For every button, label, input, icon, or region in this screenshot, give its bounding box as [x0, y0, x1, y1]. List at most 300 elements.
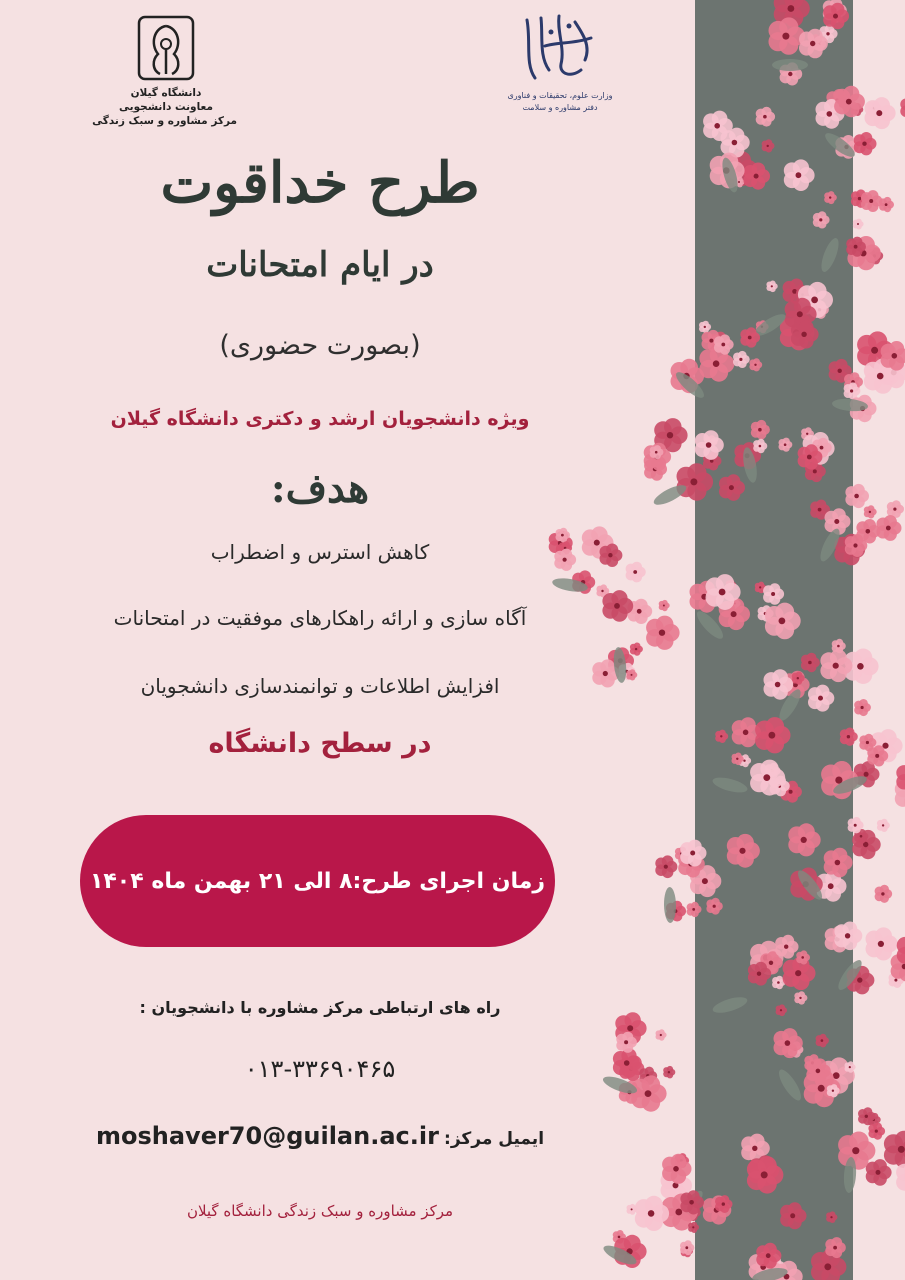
- blossom-petal: [850, 372, 860, 382]
- blossom-petal: [579, 570, 591, 582]
- blossom-center: [721, 343, 725, 347]
- goal-item: کاهش استرس و اضطراب: [210, 540, 430, 564]
- blossom-center: [824, 1263, 831, 1270]
- blossom-center: [853, 543, 857, 547]
- blossom-center: [857, 663, 864, 670]
- blossom-flower: [881, 341, 905, 371]
- blossom-petal: [688, 840, 702, 854]
- email-label: ایمیل مرکز:: [444, 1129, 545, 1149]
- blossom-center: [845, 933, 850, 938]
- blossom-petal: [667, 1066, 673, 1072]
- blossom-center: [769, 732, 776, 739]
- blossom-petal: [814, 1058, 827, 1071]
- blossom-petal: [750, 1134, 765, 1149]
- blossom-petal: [816, 500, 826, 510]
- blossom-petal: [880, 885, 889, 894]
- blossom-center: [801, 332, 806, 337]
- blossom-center: [732, 140, 738, 146]
- target-audience: ویژه دانشجویان ارشد و دکتری دانشگاه گیلان: [110, 408, 530, 430]
- blossom-petal: [600, 659, 614, 673]
- blossom-center: [838, 369, 842, 373]
- student-affairs-org-logo-icon: [521, 12, 599, 86]
- blossom-petal: [765, 139, 772, 146]
- phone-number: ۰۱۳-۳۳۶۹۰۴۶۵: [244, 1055, 396, 1083]
- blossom-flower: [868, 1123, 885, 1140]
- goal-item: آگاه سازی و ارائه راهکارهای موفقیت در امتحانات: [113, 606, 527, 630]
- blossom-center: [811, 297, 818, 304]
- blossom-center: [875, 1130, 878, 1133]
- blossom-center: [807, 455, 812, 460]
- blossom-petal: [852, 237, 862, 247]
- blossom-center: [878, 941, 884, 947]
- blossom-center: [731, 611, 737, 617]
- blossom-center: [818, 696, 823, 701]
- blossom-center: [818, 508, 822, 512]
- blossom-center: [849, 1066, 851, 1068]
- poster-title: طرح خداقوت: [160, 150, 480, 216]
- blossom-center: [876, 110, 882, 116]
- blossom-petal: [753, 358, 760, 365]
- blossom-petal: [617, 1230, 624, 1237]
- blossom-center: [796, 172, 802, 178]
- blossom-flower: [854, 132, 877, 155]
- blossom-petal: [794, 298, 811, 315]
- blossom-center: [690, 851, 695, 856]
- blossom-center: [702, 878, 708, 884]
- blossom-flower: [834, 922, 862, 951]
- blossom-flower: [840, 728, 858, 746]
- goal-item: افزایش اطلاعات و توانمندسازی دانشجویان: [140, 674, 500, 698]
- blossom-petal: [818, 438, 828, 448]
- blossom-center: [808, 661, 812, 665]
- blossom-center: [866, 529, 871, 534]
- blossom-petal: [720, 334, 730, 344]
- blossom-center: [801, 956, 804, 959]
- blossom-center: [618, 1236, 621, 1239]
- blossom-center: [706, 442, 712, 448]
- blossom-petal: [764, 1243, 777, 1256]
- blossom-center: [869, 511, 871, 513]
- blossom-flower: [884, 1131, 905, 1168]
- blossom-petal: [835, 359, 847, 371]
- blossom-petal: [735, 753, 741, 759]
- blossom-center: [757, 972, 761, 976]
- blossom-petal: [892, 500, 901, 509]
- blossom-flower: [861, 190, 882, 212]
- blossom-petal: [560, 528, 568, 536]
- blossom-petal: [738, 351, 747, 360]
- blossom-leaf: [772, 59, 808, 71]
- blossom-petal: [881, 819, 888, 826]
- blossom-center: [761, 1171, 768, 1178]
- blossom-petal: [852, 817, 860, 825]
- blossom-petal: [611, 590, 627, 606]
- blossom-center: [865, 1115, 868, 1118]
- blossom-petal: [889, 341, 904, 356]
- blossom-petal: [779, 17, 798, 36]
- blossom-center: [788, 5, 795, 12]
- logo-line-ministry: وزارت علوم، تحقیقات و فناوری: [507, 91, 613, 100]
- blossom-petal: [740, 717, 755, 732]
- blossom-center: [894, 979, 897, 982]
- blossom-petal: [845, 728, 854, 737]
- blossom-center: [738, 181, 740, 183]
- blossom-center: [777, 981, 780, 984]
- blossom-center: [633, 570, 637, 574]
- blossom-flower: [845, 484, 869, 508]
- blossom-petal: [716, 574, 734, 592]
- blossom-center: [898, 1146, 905, 1153]
- blossom-petal: [873, 745, 884, 756]
- blossom-petal: [770, 281, 776, 287]
- blossom-petal: [873, 1123, 882, 1132]
- blossom-center: [784, 945, 788, 949]
- blossom-petal: [761, 107, 771, 117]
- blossom-center: [837, 645, 840, 648]
- blossom-center: [635, 648, 637, 650]
- blossom-petal: [796, 672, 803, 679]
- blossom-center: [759, 586, 761, 588]
- blossom-petal: [727, 474, 741, 488]
- blossom-center: [833, 663, 839, 669]
- blossom-petal: [600, 584, 607, 591]
- scope-label: در سطح دانشگاه: [208, 728, 432, 759]
- blossom-center: [714, 123, 720, 129]
- blossom-flower: [853, 219, 864, 230]
- blossom-center: [779, 618, 786, 625]
- schedule-text: زمان اجرای طرح:۸ الی ۲۱ بهمن ماه ۱۴۰۴: [89, 868, 546, 894]
- blossom-center: [835, 860, 841, 866]
- blossom-flower: [900, 96, 905, 119]
- blossom-flower: [866, 1159, 892, 1186]
- blossom-center: [829, 196, 831, 198]
- logo-line-deputy: معاونت دانشجویی: [119, 101, 213, 113]
- blossom-center: [719, 589, 726, 596]
- blossom-center: [759, 445, 762, 448]
- blossom-center: [826, 32, 829, 35]
- blossom-center: [771, 285, 773, 287]
- blossom-center: [857, 223, 859, 225]
- blossom-leaf: [664, 887, 677, 923]
- blossom-petal: [758, 582, 764, 588]
- email-row: [0, 1122, 640, 1150]
- blossom-center: [771, 592, 775, 596]
- blossom-petal: [691, 1222, 697, 1228]
- blossom-center: [739, 848, 745, 854]
- blossom-center: [871, 347, 878, 354]
- blossom-petal: [775, 603, 794, 622]
- blossom-flower: [630, 643, 643, 656]
- blossom-petal: [852, 484, 864, 496]
- blossom-petal: [776, 976, 783, 983]
- schedule-banner: [80, 815, 555, 947]
- blossom-center: [847, 735, 850, 738]
- blossom-petal: [836, 639, 843, 646]
- blossom-center: [846, 99, 852, 105]
- blossom-center: [722, 1202, 725, 1205]
- blossom-center: [729, 485, 734, 490]
- blossom-center: [561, 534, 564, 537]
- blossom-center: [659, 630, 665, 636]
- blossom-petal: [703, 430, 718, 445]
- blossom-center: [833, 14, 838, 19]
- blossom-center: [655, 451, 658, 454]
- blossom-petal: [831, 1237, 842, 1248]
- blossom-petal: [854, 649, 872, 667]
- blossom-petal: [758, 1156, 777, 1175]
- blossom-petal: [860, 132, 872, 144]
- blossom-petal: [720, 1195, 729, 1204]
- blossom-petal: [873, 1159, 887, 1173]
- blossom-petal: [818, 211, 827, 220]
- blossom-petal: [719, 730, 726, 737]
- blossom-petal: [645, 1196, 663, 1214]
- blossom-petal: [831, 1084, 838, 1091]
- blossom-center: [854, 245, 858, 249]
- blossom-flower: [646, 616, 679, 650]
- blossom-center: [663, 605, 665, 607]
- university-logo: [92, 14, 237, 128]
- blossom-petal: [769, 583, 780, 594]
- blossom-petal: [711, 898, 720, 907]
- poster-subtitle: در ایام امتحانات: [206, 245, 434, 285]
- blossom-petal: [624, 1235, 641, 1252]
- blossom-petal: [805, 427, 812, 434]
- blossom-center: [828, 883, 834, 889]
- blossom-flower: [866, 927, 898, 960]
- blossom-center: [830, 1216, 832, 1218]
- blossom-petal: [755, 962, 767, 974]
- blossom-petal: [832, 761, 852, 781]
- blossom-center: [816, 1069, 821, 1074]
- blossom-petal: [832, 848, 847, 863]
- blossom-flower: [663, 1066, 675, 1079]
- blossom-center: [767, 145, 769, 147]
- attendance-mode: (بصورت حضوری): [219, 330, 421, 361]
- blossom-petal: [783, 438, 790, 445]
- blossom-center: [692, 1226, 694, 1228]
- blossom-petal: [843, 86, 859, 102]
- blossom-center: [709, 339, 713, 343]
- blossom-center: [713, 360, 720, 367]
- blossom-center: [780, 1009, 782, 1011]
- blossom-center: [739, 358, 742, 361]
- blossom-center: [692, 908, 695, 911]
- blossom-center: [754, 174, 759, 179]
- blossom-petal: [856, 219, 862, 225]
- blossom-petal: [793, 159, 809, 175]
- blossom-flower: [656, 1029, 667, 1040]
- blossom-flower: [659, 600, 670, 611]
- blossom-petal: [622, 1032, 633, 1043]
- blossom-center: [852, 1147, 859, 1154]
- blossom-petal: [874, 97, 890, 113]
- blossom-center: [827, 111, 833, 117]
- blossom-center: [673, 1166, 679, 1172]
- blossom-center: [788, 72, 792, 76]
- logo-line-center: مرکز مشاوره و سبک زندگی: [92, 115, 237, 127]
- blossom-center: [795, 970, 801, 976]
- email-address[interactable]: moshaver70@guilan.ac.ir: [95, 1122, 439, 1150]
- blossom-center: [821, 1039, 824, 1042]
- blossom-petal: [828, 191, 835, 198]
- blossom-petal: [659, 1029, 665, 1035]
- blossom-petal: [737, 834, 754, 851]
- blossom-center: [789, 790, 793, 794]
- blossom-petal: [645, 1067, 654, 1076]
- blossom-flower: [877, 819, 890, 832]
- blossom-center: [893, 508, 896, 511]
- blossom-center: [864, 772, 869, 777]
- blossom-center: [754, 364, 756, 366]
- blossom-center: [862, 142, 866, 146]
- blossom-petal: [863, 519, 876, 532]
- blossom-center: [866, 741, 869, 744]
- blossom-petal: [849, 382, 858, 391]
- logo-line-office: دفتر مشاوره و سلامت: [522, 103, 598, 112]
- contact-label: راه های ارتباطی مرکز مشاوره با دانشجویان :: [139, 998, 501, 1017]
- blossom-center: [660, 1034, 662, 1036]
- blossom-flower: [845, 1061, 856, 1073]
- blossom-flower: [875, 885, 893, 903]
- blossom-petal: [634, 643, 641, 650]
- blossom-flower: [854, 699, 871, 716]
- blossom-center: [869, 199, 873, 203]
- goal-heading: هدف:: [270, 465, 370, 512]
- logo-line-university: دانشگاه گیلان: [130, 87, 202, 99]
- blossom-flower: [896, 1161, 905, 1194]
- blossom-petal: [849, 1132, 869, 1152]
- blossom-petal: [766, 717, 785, 736]
- blossom-center: [664, 865, 668, 869]
- blossom-center: [875, 754, 879, 758]
- blossom-petal: [816, 685, 830, 699]
- blossom-petal: [798, 991, 805, 998]
- blossom-petal: [772, 669, 788, 685]
- blossom-center: [690, 478, 697, 485]
- blossom-center: [854, 824, 857, 827]
- blossom-center: [743, 760, 745, 762]
- blossom-center: [736, 758, 738, 760]
- blossom-center: [627, 1025, 633, 1031]
- blossom-petal: [779, 1004, 785, 1010]
- blossom-center: [892, 353, 898, 359]
- blossom-petal: [829, 1211, 835, 1217]
- blossom-petal: [751, 163, 765, 177]
- blossom-center: [624, 1040, 628, 1044]
- blossom-petal: [864, 734, 873, 743]
- blossom-center: [881, 892, 884, 895]
- blossom-center: [601, 590, 603, 592]
- blossom-petal: [832, 508, 846, 522]
- blossom-center: [819, 218, 822, 221]
- blossom-center: [785, 1040, 791, 1046]
- blossom-petal: [867, 190, 878, 201]
- blossom-petal: [808, 29, 823, 44]
- blossom-center: [857, 977, 862, 982]
- blossom-center: [790, 1213, 795, 1218]
- blossom-petal: [884, 515, 897, 528]
- blossom-center: [784, 443, 787, 446]
- blossom-center: [813, 469, 817, 473]
- blossom-flower: [626, 562, 646, 583]
- blossom-petal: [868, 505, 875, 512]
- blossom-center: [743, 730, 749, 736]
- blossom-petal: [843, 922, 858, 937]
- student-affairs-logo: [505, 12, 615, 114]
- blossom-petal: [684, 1240, 692, 1248]
- blossom-petal: [642, 1075, 661, 1094]
- blossom-petal: [654, 445, 661, 452]
- blossom-petal: [662, 600, 668, 606]
- blossom-center: [763, 774, 770, 781]
- blossom-petal: [687, 1190, 699, 1202]
- blossom-petal: [662, 855, 674, 867]
- blossom-center: [689, 1200, 694, 1205]
- blossom-petal: [830, 649, 847, 666]
- blossom-petal: [782, 1028, 797, 1043]
- blossom-petal: [760, 760, 778, 778]
- blossom-petal: [799, 320, 814, 335]
- blossom-center: [685, 1246, 688, 1249]
- blossom-center: [668, 1071, 670, 1073]
- blossom-center: [766, 1253, 771, 1258]
- blossom-petal: [807, 653, 817, 663]
- blossom-petal: [798, 823, 815, 840]
- blossom-petal: [808, 282, 826, 300]
- blossom-petal: [805, 444, 818, 457]
- blossom-center: [645, 1090, 652, 1097]
- blossom-center: [860, 835, 863, 838]
- blossom-center: [713, 905, 716, 908]
- blossom-center: [799, 997, 801, 999]
- blossom-petal: [782, 935, 794, 947]
- blossom-center: [752, 1146, 757, 1151]
- blossom-center: [886, 526, 891, 531]
- blossom-center: [797, 311, 803, 317]
- blossom-center: [782, 33, 789, 40]
- blossom-petal: [884, 197, 892, 205]
- blossom-center: [818, 1085, 825, 1092]
- blossom-center: [882, 824, 884, 826]
- blossom-petal: [880, 729, 897, 746]
- blossom-flower: [865, 97, 896, 129]
- blossom-center: [763, 115, 767, 119]
- blossom-center: [720, 735, 722, 737]
- blossom-petal: [664, 418, 682, 436]
- blossom-petal: [671, 1154, 686, 1169]
- blossom-center: [877, 373, 884, 380]
- blossom-center: [797, 677, 799, 679]
- blossom-petal: [820, 1034, 827, 1041]
- blossom-center: [704, 326, 706, 328]
- blossom-petal: [712, 111, 728, 127]
- blossom-center: [667, 432, 673, 438]
- blossom-petal: [788, 1202, 802, 1216]
- blossom-petal: [831, 3, 845, 17]
- blossom-center: [675, 1209, 682, 1216]
- footer-org: مرکز مشاوره و سبک زندگی دانشگاه گیلان: [186, 1202, 454, 1220]
- blossom-center: [833, 1246, 837, 1250]
- blossom-flower: [655, 855, 677, 878]
- gilan-university-seal-icon: [136, 14, 196, 82]
- blossom-petal: [746, 327, 756, 337]
- blossom-center: [832, 1090, 834, 1092]
- blossom-center: [820, 446, 824, 450]
- blossom-petal: [757, 439, 764, 446]
- blossom-center: [876, 1170, 881, 1175]
- blossom-flower: [864, 505, 877, 518]
